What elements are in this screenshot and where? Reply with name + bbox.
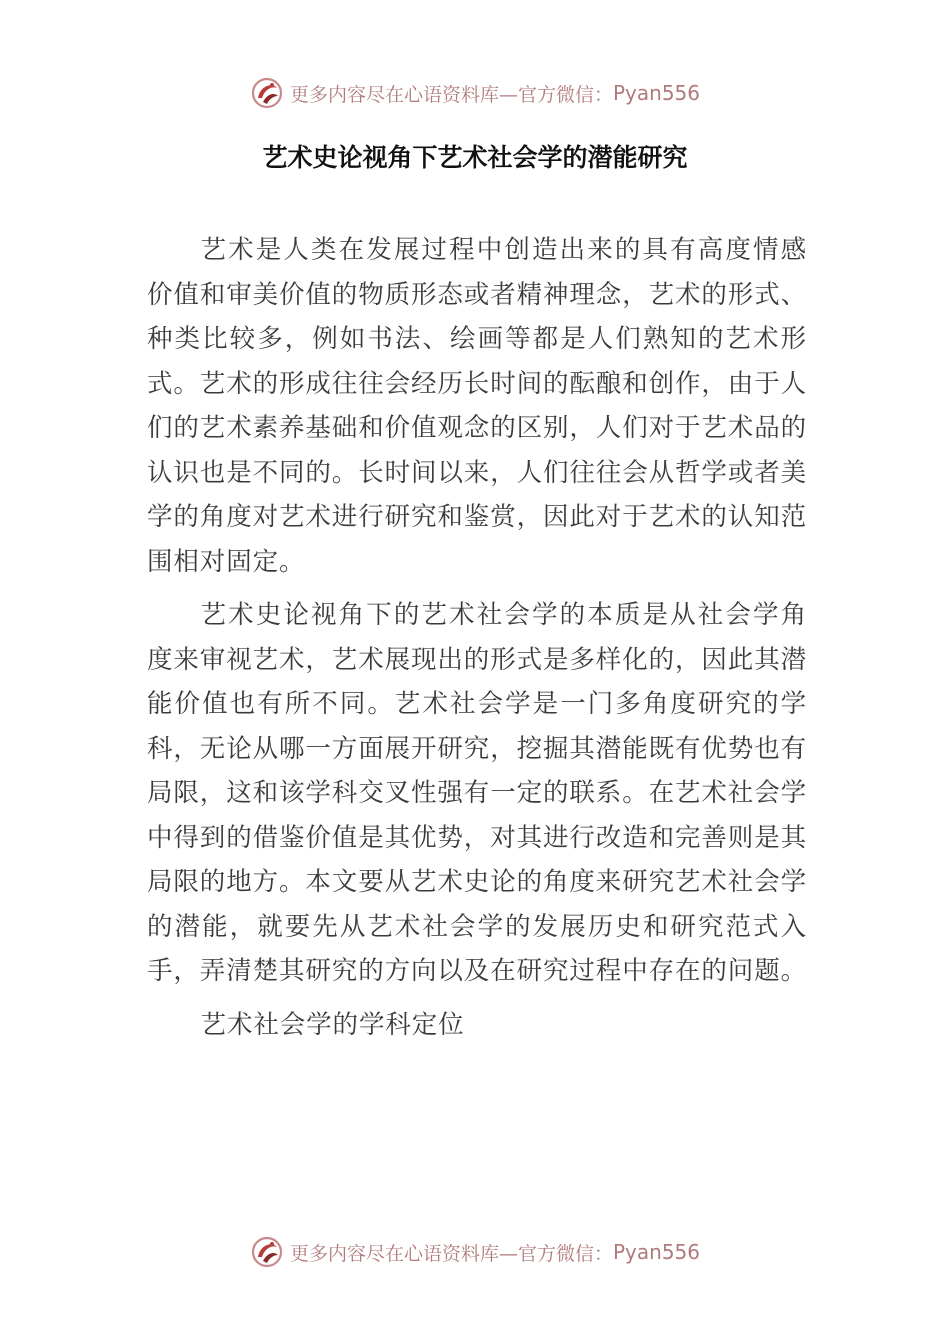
section-heading: 艺术社会学的学科定位: [200, 1009, 465, 1040]
document-body: [147, 228, 807, 1056]
header-banner: [0, 73, 950, 113]
paragraph: 艺术是人类在发展过程中创造出来的具有高度情感价值和审美价值的物质形态或者精神理念，艺术的形式、种类比较多，例如书法、绘画等都是人们熟知的艺术形式。艺术的形成往往会经历长时间的酝酿和创作，由于人们的艺术素养基础和价值观念的区别，人们对于艺术品的认识也是不同的。长时间以来，人们往往会从哲学或者美学的角度对艺术进行研究和鉴赏，因此对于艺术的认知范围相对固定。: [147, 235, 808, 577]
banner-text: 更多内容尽在心语资料库—官方微信：: [289, 1242, 613, 1265]
red-swirl-logo-icon: [250, 1235, 284, 1269]
banner-text: 更多内容尽在心语资料库—官方微信：: [289, 83, 613, 106]
wechat-id: Pyan556: [613, 1240, 701, 1264]
document-title: 艺术史论视角下艺术社会学的潜能研究: [262, 143, 688, 172]
paragraph: 艺术史论视角下的艺术社会学的本质是从社会学角度来审视艺术，艺术展现出的形式是多样化的，因此其潜能价值也有所不同。艺术社会学是一门多角度研究的学科，无论从哪一方面展开研究，挖掘其潜能既有优势也有局限，这和该学科交叉性强有一定的联系。在艺术社会学中得到的借鉴价值是其优势，对其进行改造和完善则是其局限的地方。本文要从艺术史论的角度来研究艺术社会学的潜能，就要先从艺术社会学的发展历史和研究范式入手，弄清楚其研究的方向以及在研究过程中存在的问题。: [147, 600, 808, 986]
wechat-id: Pyan556: [613, 81, 701, 105]
footer-banner: [0, 1232, 950, 1272]
red-swirl-logo-icon: [250, 76, 284, 110]
